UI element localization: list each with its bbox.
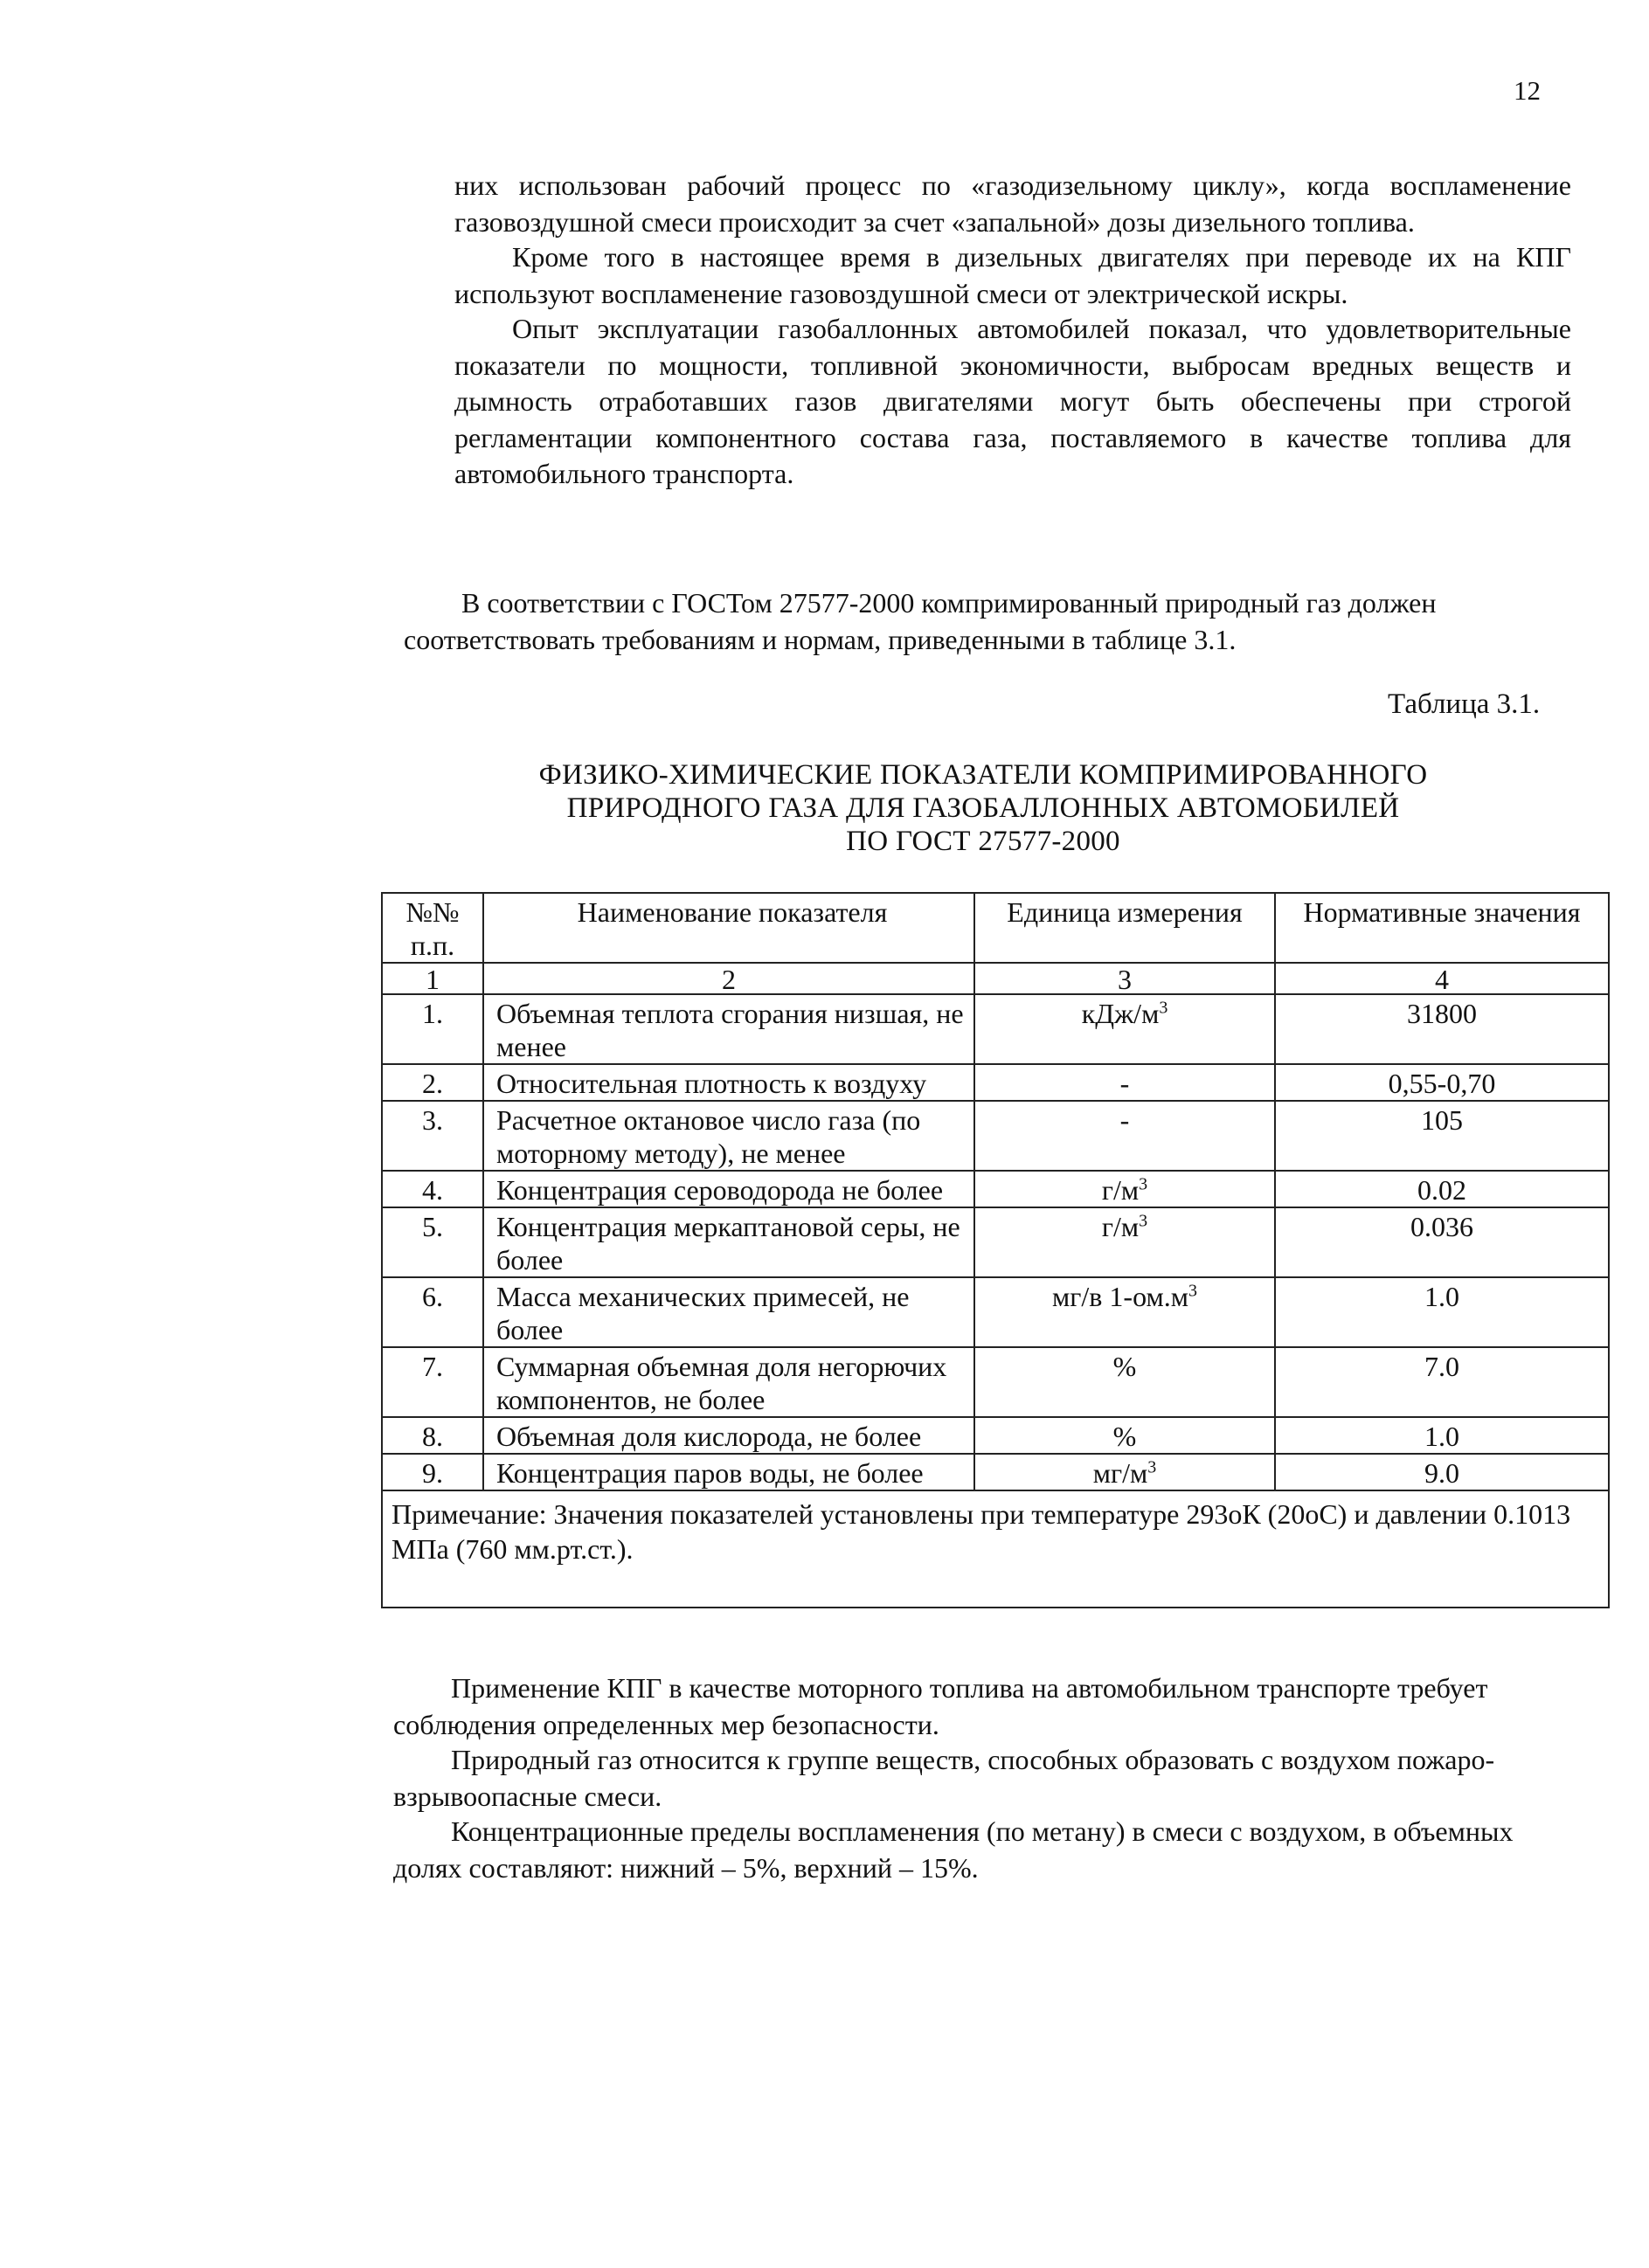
table-note: Примечание: Значения показателей установлены при температуре 293оК (20оС) и давлении 0.1013 МПа (760 мм.рт.ст.). — [382, 1490, 1609, 1608]
table-note-row — [382, 1490, 1609, 1608]
row-unit — [974, 994, 1275, 1064]
row-value: 7.0 — [1275, 1347, 1609, 1417]
row-name: Объемная теплота сгорания низшая, не менее — [483, 994, 974, 1064]
header-number: №№ п.п. — [382, 893, 483, 963]
paragraph-ignition-limits: Концентрационные пределы воспламенения (по метану) в смеси с воздухом, в объемных долях составляют: нижний – 5%, верхний – 15%. — [393, 1815, 1514, 1884]
paragraph-spark-ignition: Кроме того в настоящее время в дизельных двигателях при переводе их на КПГ используют воспламенение газовоздушной смеси от электрической искры. — [454, 241, 1571, 309]
row-number: 4. — [382, 1171, 483, 1207]
unit-text: г/м — [1101, 1174, 1140, 1206]
column-index: 4 — [1275, 963, 1609, 994]
table-row — [382, 1347, 1609, 1417]
row-value: 0.02 — [1275, 1171, 1609, 1207]
row-name: Объемная доля кислорода, не более — [483, 1417, 974, 1454]
unit-superscript: 3 — [1147, 1457, 1157, 1477]
unit-text: кДж/м — [1081, 998, 1160, 1029]
paragraph-explosive-mixtures: Природный газ относится к группе веществ, способных образовать с воздухом пожаро-взрывоопасные смеси. — [393, 1744, 1495, 1812]
row-number: 1. — [382, 994, 483, 1064]
header-name: Наименование показателя — [483, 893, 974, 963]
row-number: 7. — [382, 1347, 483, 1417]
row-number: 3. — [382, 1101, 483, 1171]
column-index: 3 — [974, 963, 1275, 994]
unit-text: мг/м — [1092, 1457, 1148, 1489]
table-row — [382, 1207, 1609, 1277]
table-title — [367, 758, 1599, 858]
row-unit — [974, 1064, 1275, 1101]
column-index: 1 — [382, 963, 483, 994]
header-value: Нормативные значения — [1275, 893, 1609, 963]
row-unit — [974, 1207, 1275, 1277]
table-header-row — [382, 893, 1609, 963]
row-value: 0,55-0,70 — [1275, 1064, 1609, 1101]
table-row — [382, 1277, 1609, 1347]
table-title-line: ФИЗИКО-ХИМИЧЕСКИЕ ПОКАЗАТЕЛИ КОМПРИМИРОВАННОГО — [538, 759, 1428, 791]
row-name: Масса механических примесей, не более — [483, 1277, 974, 1347]
row-number: 5. — [382, 1207, 483, 1277]
row-unit — [974, 1171, 1275, 1207]
row-value: 0.036 — [1275, 1207, 1609, 1277]
table-row — [382, 1101, 1609, 1171]
paragraph-operation-experience: Опыт эксплуатации газобаллонных автомобилей показал, что удовлетворительные показатели по мощности, топливной экономичности, выбросам вредных веществ и дымность отработавших газов двигателями могут быть обеспечены при строгой регламентации компонентного состава газа, поставляемого в качестве топлива для автомобильного транспорта. — [454, 313, 1571, 489]
table-row — [382, 994, 1609, 1064]
row-value: 1.0 — [1275, 1277, 1609, 1347]
row-number: 6. — [382, 1277, 483, 1347]
row-unit — [974, 1347, 1275, 1417]
table-title-line: ПРИРОДНОГО ГАЗА ДЛЯ ГАЗОБАЛЛОННЫХ АВТОМОБИЛЕЙ — [566, 792, 1400, 824]
row-value: 9.0 — [1275, 1454, 1609, 1490]
unit-text: % — [1112, 1421, 1137, 1452]
table-caption: Таблица 3.1. — [1388, 688, 1541, 720]
row-value: 1.0 — [1275, 1417, 1609, 1454]
unit-text: - — [1119, 1104, 1130, 1136]
row-number: 9. — [382, 1454, 483, 1490]
unit-superscript: 3 — [1188, 1281, 1197, 1301]
row-unit — [974, 1454, 1275, 1490]
table-row — [382, 1417, 1609, 1454]
table-row — [382, 1171, 1609, 1207]
row-name: Концентрация сероводорода не более — [483, 1171, 974, 1207]
row-unit — [974, 1417, 1275, 1454]
indicators-table — [381, 892, 1610, 1608]
paragraph-safety: Применение КПГ в качестве моторного топлива на автомобильном транспорте требует соблюдения определенных мер безопасности. — [393, 1672, 1488, 1740]
row-number: 2. — [382, 1064, 483, 1101]
row-name: Концентрация паров воды, не более — [483, 1454, 974, 1490]
row-number: 8. — [382, 1417, 483, 1454]
unit-text: - — [1119, 1068, 1130, 1099]
unit-text: мг/в 1-ом.м — [1052, 1281, 1188, 1312]
row-name: Концентрация меркаптановой серы, не более — [483, 1207, 974, 1277]
table-row — [382, 1064, 1609, 1101]
page-number: 12 — [1514, 75, 1541, 106]
column-index-row — [382, 963, 1609, 994]
table-row — [382, 1454, 1609, 1490]
table-body — [382, 994, 1609, 1490]
row-name: Относительная плотность к воздуху — [483, 1064, 974, 1101]
row-unit — [974, 1101, 1275, 1171]
row-value: 105 — [1275, 1101, 1609, 1171]
paragraph-continuation: них использован рабочий процесс по «газодизельному циклу», когда воспламенение газовоздушной смеси происходит за счет «запальной» дозы дизельного топлива. — [454, 169, 1571, 238]
table-title-line: ПО ГОСТ 27577-2000 — [846, 826, 1120, 857]
row-name: Суммарная объемная доля негорючих компонентов, не более — [483, 1347, 974, 1417]
unit-text: % — [1112, 1351, 1137, 1382]
column-index: 2 — [483, 963, 974, 994]
unit-text: г/м — [1101, 1211, 1140, 1242]
row-name: Расчетное октановое число газа (по моторному методу), не менее — [483, 1101, 974, 1171]
row-value: 31800 — [1275, 994, 1609, 1064]
unit-superscript: 3 — [1159, 998, 1168, 1018]
header-unit: Единица измерения — [974, 893, 1275, 963]
paragraph-gost-intro: В соответствии с ГОСТом 27577-2000 компримированный природный газ должен соответствовать требованиям и нормам, приведенными в таблице 3.1. — [404, 587, 1437, 655]
unit-superscript: 3 — [1139, 1174, 1148, 1194]
row-unit — [974, 1277, 1275, 1347]
unit-superscript: 3 — [1139, 1211, 1148, 1231]
